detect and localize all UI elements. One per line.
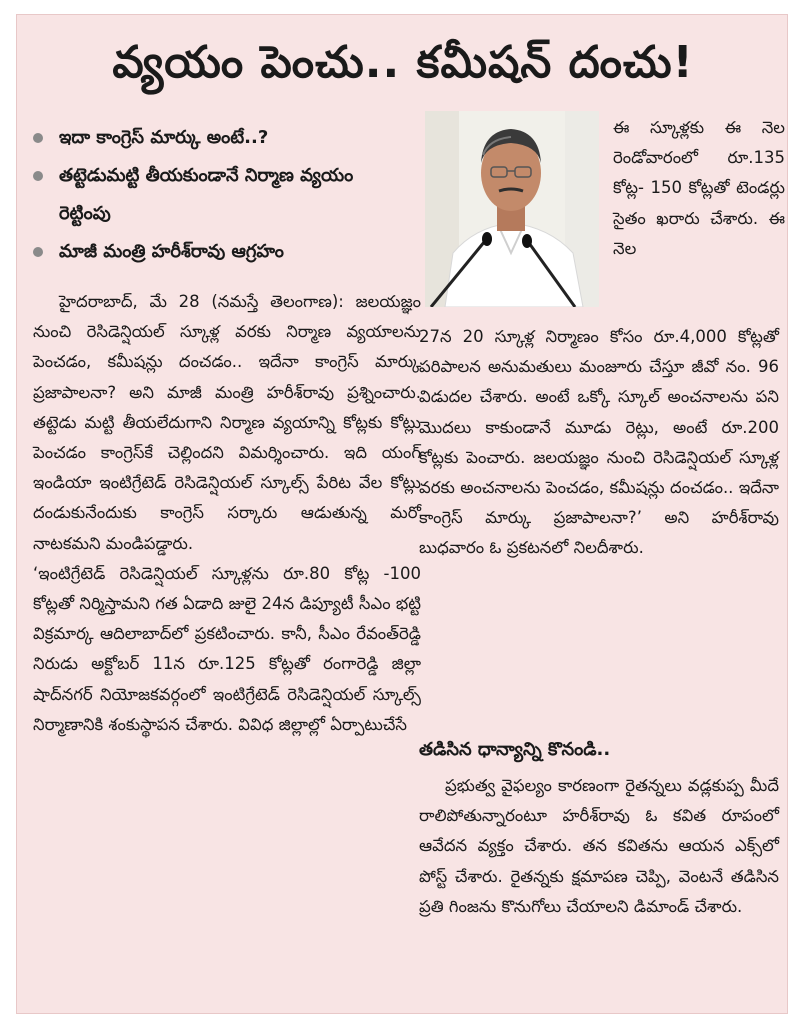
headline: వ్యయం పెంచు.. కమీషన్ దంచు! — [112, 37, 694, 88]
bullet-icon — [33, 171, 43, 181]
bullet-icon — [33, 247, 43, 257]
highlight-point — [31, 119, 423, 157]
highlight-point-text: ఇదా కాంగ్రెస్ మార్కు అంటే..? — [59, 127, 269, 148]
speaker-photo — [425, 111, 599, 307]
highlight-points — [31, 119, 423, 271]
highlight-point — [31, 233, 423, 271]
article-subheading: తడిసిన ధాన్యాన్ని కొనండి.. — [419, 739, 611, 760]
article-column-left — [33, 287, 421, 740]
article-paragraph: ‘ఇంటిగ్రేటెడ్ రెసిడెన్షియల్ స్కూళ్లను రూ.80 కోట్ల -100 కోట్లతో నిర్మిస్తామని గత ఏడాది జులై 24న డిప్యూటీ సీఎం భట్టి విక్రమార్క ఆదిలాబాద్‌లో ప్రకటించారు. కానీ, సీఎం రేవంత్‌రెడ్డి నిరుడు అక్టోబర్ 11న రూ.125 కోట్లతో రంగారెడ్డి జిల్లా షాద్‌నగర్ నియోజకవర్గంలో ఇంటిగ్రేటెడ్ రెసిడెన్షియల్ స్కూల్స్ నిర్మాణానికి శంకుస్థాపన చేశారు. వివిధ జిల్లాల్లో ఏర్పాటుచేసే — [33, 563, 421, 734]
speaker-photo-image — [425, 111, 599, 307]
highlight-point-text: తట్టెడుమట్టి తీయకుండానే నిర్మాణ వ్యయం రెట్టింపు — [59, 165, 354, 224]
article-paragraph: ఈ స్కూళ్లకు ఈ నెల రెండోవారంలో రూ.135 కోట్ల- 150 కోట్లతో టెండర్లు సైతం ఖరారు చేశారు. ఈ నెల — [613, 118, 785, 258]
article-column-right-top — [613, 113, 785, 264]
highlight-point-text: మాజీ మంత్రి హరీశ్‌రావు ఆగ్రహం — [59, 241, 284, 262]
bullet-icon — [33, 133, 43, 143]
article-paragraph: 27న 20 స్కూళ్ల నిర్మాణం కోసం రూ.4,000 కోట్లతో పరిపాలన అనుమతులు మంజూరు చేస్తూ జీవో నం. 96 విడుదల చేశారు. అంటే ఒక్కో స్కూల్ అంచనాలను పని మొదలు కాకుండానే మూడు రెట్లు, అంటే రూ.200 కోట్లకు పెంచారు. జలయజ్ఞం నుంచి రెసిడెన్షియల్ స్కూళ్ల వరకు అంచనాలను పెంచడం, కమీషన్లు దంచడం.. ఇదేనా కాంగ్రెస్ మార్కు ప్రజాపాలనా?’ అని హరీశ్‌రావు బుధవారం ఓ ప్రకటనలో నిలదీశారు. — [419, 327, 779, 558]
news-clipping — [16, 14, 788, 1014]
article-paragraph: ప్రభుత్వ వైఫల్యం కారణంగా రైతన్నలు వడ్లకుప్ప మీదే రాలిపోతున్నారంటూ హరీశ్‌రావు ఓ కవిత రూపంలో ఆవేదన వ్యక్తం చేశారు. తన కవితను ఆయన ఎక్స్‌లో పోస్ట్ చేశారు. రైతన్నకు క్షమాపణ చెప్పి, వెంటనే తడిసిన ప్రతి గింజను కొనుగోలు చేయాలని డిమాండ్ చేశారు. — [419, 776, 779, 916]
highlight-point — [31, 157, 359, 233]
article-column-right-bottom — [419, 771, 779, 922]
article-paragraph: హైదరాబాద్, మే 28 (నమస్తే తెలంగాణ): జలయజ్ఞం నుంచి రెసిడెన్షియల్ స్కూళ్ల వరకు నిర్మాణ వ్యయాలను పెంచడం, కమీషన్లు దంచడం.. ఇదేనా కాంగ్రెస్ మార్కు ప్రజాపాలనా? అని మాజీ మంత్రి హరీశ్‌రావు ప్రశ్నించారు. తట్టెడు మట్టి తీయలేదుగాని నిర్మాణ వ్యయాన్ని కోట్లకు కోట్లు పెంచడం కాంగ్రెస్‌కే చెల్లిందని విమర్శించారు. ఇది యంగ్ ఇండియా ఇంటిగ్రేటెడ్ రెసిడెన్షియల్ స్కూల్స్ పేరిట వేల కోట్లు దండుకునేందుకు కాంగ్రెస్ సర్కారు ఆడుతున్న మరో నాటకమని మండిపడ్డారు. — [33, 292, 421, 553]
article-column-right — [419, 322, 779, 564]
